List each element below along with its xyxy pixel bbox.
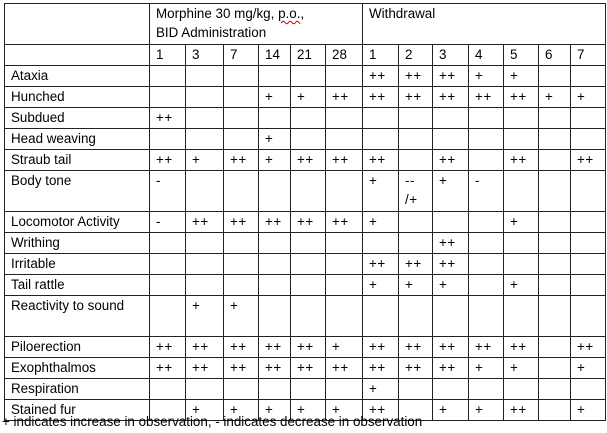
withdrawal-cell — [539, 150, 571, 171]
morphine-cell — [224, 233, 259, 254]
withdrawal-cell: ++ — [399, 66, 433, 87]
morphine-cell: ++ — [259, 212, 291, 233]
morphine-cell — [326, 275, 363, 296]
withdrawal-cell: ++ — [363, 66, 399, 87]
morphine-cell — [326, 233, 363, 254]
table-row — [5, 108, 606, 129]
table-row — [5, 254, 606, 275]
morphine-cell — [291, 296, 326, 337]
withdrawal-cell: ++ — [399, 254, 433, 275]
morphine-cell — [150, 296, 186, 337]
withdrawal-cell: + — [539, 87, 571, 108]
morphine-title-line2: BID Administration — [156, 25, 267, 40]
morphine-cell — [326, 108, 363, 129]
withdrawal-cell: ++ — [433, 233, 469, 254]
withdrawal-cell — [571, 233, 606, 254]
withdrawal-cell — [433, 296, 469, 337]
morphine-cell: ++ — [150, 150, 186, 171]
morphine-cell — [291, 379, 326, 400]
morphine-cell: - — [150, 171, 186, 212]
morphine-group-header — [150, 4, 363, 45]
observation-label: Reactivity to sound — [5, 296, 150, 337]
withdrawal-cell: ++ — [363, 87, 399, 108]
withdrawal-cell — [469, 212, 504, 233]
withdrawal-cell: ++ — [433, 254, 469, 275]
withdrawal-cell: + — [363, 212, 399, 233]
withdrawal-cell: ++ — [504, 337, 539, 358]
morphine-cell: ++ — [326, 87, 363, 108]
morphine-cell — [291, 233, 326, 254]
withdrawal-cell: + — [433, 275, 469, 296]
withdrawal-cell — [539, 275, 571, 296]
withdrawal-day-6: 6 — [539, 45, 571, 66]
morphine-cell — [186, 254, 224, 275]
morphine-cell — [150, 87, 186, 108]
observation-label: Head weaving — [5, 129, 150, 150]
withdrawal-cell: ++ — [469, 87, 504, 108]
withdrawal-cell — [571, 171, 606, 212]
morphine-cell: ++ — [291, 337, 326, 358]
withdrawal-cell — [399, 296, 433, 337]
table-row — [5, 150, 606, 171]
morphine-cell — [224, 275, 259, 296]
morphine-cell — [291, 129, 326, 150]
withdrawal-cell — [539, 400, 571, 421]
withdrawal-day-1: 1 — [363, 45, 399, 66]
withdrawal-cell — [504, 379, 539, 400]
morphine-title-line1: Morphine 30 mg/kg, p.o., — [156, 6, 305, 21]
morphine-cell: + — [326, 337, 363, 358]
withdrawal-cell: + — [363, 171, 399, 212]
table-row — [5, 66, 606, 87]
observation-label: Tail rattle — [5, 275, 150, 296]
morphine-cell — [291, 66, 326, 87]
morphine-cell — [259, 254, 291, 275]
morphine-cell — [224, 66, 259, 87]
withdrawal-cell: + — [571, 400, 606, 421]
withdrawal-cell — [469, 296, 504, 337]
morphine-cell: + — [186, 400, 224, 421]
observation-label: Hunched — [5, 87, 150, 108]
morphine-cell — [326, 379, 363, 400]
morphine-cell: ++ — [186, 337, 224, 358]
withdrawal-cell: + — [469, 358, 504, 379]
morphine-cell — [150, 254, 186, 275]
withdrawal-cell: ++ — [571, 150, 606, 171]
morphine-cell — [186, 379, 224, 400]
withdrawal-cell — [504, 171, 539, 212]
abbreviation-po: p.o. — [278, 6, 301, 21]
morphine-cell — [150, 66, 186, 87]
withdrawal-cell — [399, 233, 433, 254]
observation-label: Respiration — [5, 379, 150, 400]
morphine-cell: ++ — [224, 358, 259, 379]
withdrawal-cell — [571, 275, 606, 296]
withdrawal-cell: ++ — [469, 337, 504, 358]
morphine-cell — [259, 171, 291, 212]
withdrawal-cell — [433, 129, 469, 150]
morphine-day-21: 21 — [291, 45, 326, 66]
morphine-cell — [259, 66, 291, 87]
header-row — [5, 4, 606, 45]
withdrawal-cell — [539, 296, 571, 337]
withdrawal-cell — [469, 108, 504, 129]
morphine-cell — [326, 129, 363, 150]
observation-label: Exophthalmos — [5, 358, 150, 379]
withdrawal-day-5: 5 — [504, 45, 539, 66]
table-row — [5, 296, 606, 337]
withdrawal-cell: ++ — [433, 66, 469, 87]
withdrawal-cell — [571, 254, 606, 275]
morphine-cell — [224, 108, 259, 129]
withdrawal-group-header: Withdrawal — [363, 4, 606, 45]
morphine-cell: ++ — [186, 212, 224, 233]
table-row — [5, 337, 606, 358]
morphine-cell: ++ — [224, 212, 259, 233]
table-row — [5, 358, 606, 379]
withdrawal-cell — [539, 129, 571, 150]
withdrawal-cell: ++ — [363, 254, 399, 275]
withdrawal-cell — [571, 66, 606, 87]
withdrawal-cell: + — [571, 87, 606, 108]
withdrawal-cell: ++ — [433, 337, 469, 358]
withdrawal-cell — [363, 296, 399, 337]
withdrawal-cell — [539, 171, 571, 212]
morphine-cell — [186, 275, 224, 296]
withdrawal-day-3: 3 — [433, 45, 469, 66]
withdrawal-cell — [399, 129, 433, 150]
morphine-day-7: 7 — [224, 45, 259, 66]
withdrawal-cell: + — [433, 400, 469, 421]
morphine-cell: ++ — [150, 337, 186, 358]
withdrawal-cell — [571, 129, 606, 150]
morphine-cell — [186, 171, 224, 212]
withdrawal-cell: + — [363, 379, 399, 400]
table-row — [5, 233, 606, 254]
withdrawal-cell: + — [504, 358, 539, 379]
withdrawal-cell — [539, 66, 571, 87]
withdrawal-cell — [433, 108, 469, 129]
morphine-cell — [326, 66, 363, 87]
morphine-cell: ++ — [259, 337, 291, 358]
table-row — [5, 379, 606, 400]
withdrawal-cell — [504, 108, 539, 129]
morphine-cell: ++ — [326, 358, 363, 379]
morphine-cell: + — [291, 87, 326, 108]
morphine-cell: ++ — [259, 358, 291, 379]
withdrawal-day-2: 2 — [399, 45, 433, 66]
morphine-cell: + — [291, 400, 326, 421]
withdrawal-cell: ++ — [399, 337, 433, 358]
table-row — [5, 87, 606, 108]
withdrawal-cell: ++ — [433, 87, 469, 108]
withdrawal-cell — [571, 212, 606, 233]
morphine-cell: ++ — [291, 358, 326, 379]
morphine-cell: ++ — [326, 212, 363, 233]
morphine-cell — [224, 171, 259, 212]
withdrawal-cell: + — [571, 358, 606, 379]
withdrawal-cell: ++ — [571, 337, 606, 358]
observation-label: Stained fur — [5, 400, 150, 421]
day-row-label-cell — [5, 45, 150, 66]
withdrawal-cell — [539, 337, 571, 358]
morphine-cell: + — [326, 400, 363, 421]
withdrawal-cell: + — [399, 275, 433, 296]
withdrawal-cell — [363, 108, 399, 129]
morphine-cell — [186, 129, 224, 150]
withdrawal-cell — [539, 212, 571, 233]
withdrawal-cell: + — [504, 275, 539, 296]
withdrawal-cell: ++ — [504, 87, 539, 108]
morphine-cell — [186, 108, 224, 129]
morphine-cell — [291, 254, 326, 275]
withdrawal-cell: ++ — [504, 150, 539, 171]
morphine-cell — [326, 254, 363, 275]
withdrawal-cell: - — [469, 171, 504, 212]
withdrawal-day-7: 7 — [571, 45, 606, 66]
withdrawal-cell: + — [504, 66, 539, 87]
withdrawal-cell — [539, 358, 571, 379]
withdrawal-cell: + — [504, 212, 539, 233]
withdrawal-cell: -- /+ — [399, 171, 433, 212]
withdrawal-cell — [363, 233, 399, 254]
table-row — [5, 129, 606, 150]
morphine-cell — [259, 233, 291, 254]
withdrawal-cell — [433, 212, 469, 233]
withdrawal-cell: ++ — [433, 358, 469, 379]
withdrawal-day-4: 4 — [469, 45, 504, 66]
corner-cell — [5, 4, 150, 45]
morphine-cell: + — [259, 400, 291, 421]
withdrawal-cell — [469, 129, 504, 150]
morphine-cell — [150, 275, 186, 296]
withdrawal-cell — [399, 108, 433, 129]
morphine-cell: ++ — [291, 150, 326, 171]
observation-label: Piloerection — [5, 337, 150, 358]
morphine-cell: + — [186, 296, 224, 337]
morphine-cell: ++ — [150, 358, 186, 379]
morphine-cell — [186, 87, 224, 108]
morphine-cell — [291, 171, 326, 212]
observation-label: Locomotor Activity — [5, 212, 150, 233]
observation-table — [4, 3, 606, 421]
morphine-cell: + — [259, 150, 291, 171]
withdrawal-cell — [399, 150, 433, 171]
observation-label: Subdued — [5, 108, 150, 129]
morphine-cell — [291, 275, 326, 296]
morphine-cell — [259, 296, 291, 337]
withdrawal-cell: ++ — [504, 400, 539, 421]
morphine-cell — [326, 171, 363, 212]
withdrawal-cell — [399, 212, 433, 233]
withdrawal-cell: ++ — [363, 337, 399, 358]
morphine-cell: + — [186, 150, 224, 171]
withdrawal-cell — [433, 379, 469, 400]
morphine-cell — [259, 379, 291, 400]
morphine-cell: ++ — [186, 358, 224, 379]
withdrawal-cell: + — [469, 400, 504, 421]
withdrawal-cell: + — [363, 275, 399, 296]
morphine-cell — [259, 275, 291, 296]
withdrawal-cell — [504, 296, 539, 337]
withdrawal-cell: ++ — [433, 150, 469, 171]
morphine-cell — [150, 129, 186, 150]
observation-label: Ataxia — [5, 66, 150, 87]
withdrawal-cell — [469, 150, 504, 171]
morphine-cell: ++ — [150, 108, 186, 129]
table-row — [5, 275, 606, 296]
withdrawal-cell — [469, 379, 504, 400]
morphine-day-1: 1 — [150, 45, 186, 66]
withdrawal-cell — [363, 129, 399, 150]
morphine-day-14: 14 — [259, 45, 291, 66]
withdrawal-cell — [504, 233, 539, 254]
morphine-cell: ++ — [224, 337, 259, 358]
morphine-cell: - — [150, 212, 186, 233]
withdrawal-cell — [469, 254, 504, 275]
withdrawal-cell — [571, 108, 606, 129]
morphine-cell — [150, 233, 186, 254]
table-row — [5, 212, 606, 233]
footnote: + indicates increase in observation, - indicates decrease in observation — [2, 414, 423, 429]
withdrawal-cell — [504, 129, 539, 150]
morphine-cell — [186, 66, 224, 87]
observation-label: Irritable — [5, 254, 150, 275]
withdrawal-cell: ++ — [399, 358, 433, 379]
withdrawal-cell — [539, 233, 571, 254]
withdrawal-cell — [539, 254, 571, 275]
morphine-cell — [224, 254, 259, 275]
morphine-day-3: 3 — [186, 45, 224, 66]
withdrawal-cell — [539, 108, 571, 129]
observation-label: Writhing — [5, 233, 150, 254]
morphine-cell — [224, 129, 259, 150]
withdrawal-cell — [571, 379, 606, 400]
morphine-cell: + — [259, 87, 291, 108]
morphine-cell: ++ — [224, 150, 259, 171]
withdrawal-cell — [399, 379, 433, 400]
withdrawal-cell: + — [433, 171, 469, 212]
withdrawal-cell — [469, 233, 504, 254]
withdrawal-cell: ++ — [399, 87, 433, 108]
morphine-day-28: 28 — [326, 45, 363, 66]
withdrawal-cell: ++ — [363, 358, 399, 379]
observation-label: Straub tail — [5, 150, 150, 171]
morphine-cell: ++ — [326, 150, 363, 171]
observation-label: Body tone — [5, 171, 150, 212]
day-row — [5, 45, 606, 66]
morphine-cell: ++ — [291, 212, 326, 233]
withdrawal-cell: + — [469, 66, 504, 87]
withdrawal-cell — [504, 254, 539, 275]
morphine-cell: + — [224, 296, 259, 337]
withdrawal-cell — [469, 275, 504, 296]
morphine-cell — [186, 233, 224, 254]
morphine-cell — [224, 87, 259, 108]
morphine-cell — [224, 379, 259, 400]
withdrawal-cell: ++ — [363, 150, 399, 171]
withdrawal-cell: ++ — [363, 400, 399, 421]
morphine-cell — [291, 108, 326, 129]
table-row — [5, 171, 606, 212]
morphine-cell — [150, 379, 186, 400]
morphine-cell: + — [224, 400, 259, 421]
morphine-cell — [326, 296, 363, 337]
morphine-cell: + — [259, 129, 291, 150]
withdrawal-cell — [539, 379, 571, 400]
withdrawal-cell — [571, 296, 606, 337]
morphine-cell — [259, 108, 291, 129]
